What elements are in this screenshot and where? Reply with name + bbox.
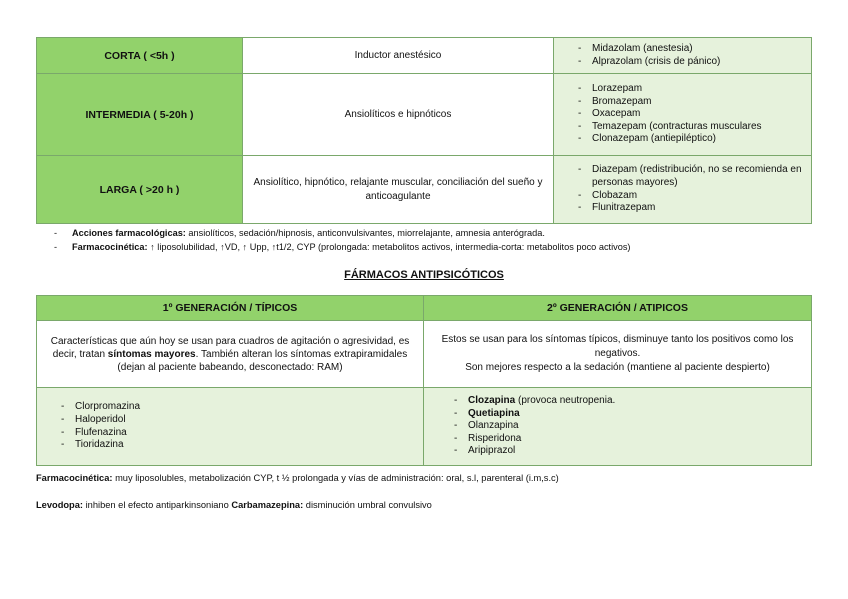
list-item: - Clobazam <box>574 190 805 203</box>
antipsychotics-table <box>36 295 812 466</box>
drug-bold: Quetiapina <box>468 407 520 419</box>
list-item: - Temazepam (contracturas musculares <box>574 121 805 134</box>
col1-description <box>37 321 424 388</box>
duration-cell: CORTA ( <5h ) <box>37 38 243 74</box>
table-row <box>37 321 812 388</box>
list-item: - Haloperidol <box>57 414 415 427</box>
drugs-cell <box>554 74 812 156</box>
pk-text: muy liposolubles, metabolización CYP, t ½ prolongada y vías de administración: oral, s.l, parenteral (i.m,s.c) <box>112 473 559 483</box>
carbamazepina-label: Carbamazepina: <box>231 500 304 510</box>
col2-header: 2º GENERACIÓN / ATIPICOS <box>424 296 812 321</box>
drugs-cell <box>554 38 812 74</box>
table-header-row <box>37 296 812 321</box>
desc-text: Características que aún hoy se usan para cuadros de agitación o agresividad, es decir, tratan <box>50 335 410 360</box>
table-row <box>37 388 812 466</box>
table-row <box>37 38 812 74</box>
list-item: - Clonazepam (antiepiléptico) <box>574 133 805 146</box>
col1-header: 1º GENERACIÓN / TÍPICOS <box>37 296 424 321</box>
list-item <box>450 395 803 408</box>
col1-drugs <box>37 388 424 466</box>
benzodiazepine-table <box>36 37 812 224</box>
levodopa-label: Levodopa: <box>36 500 84 510</box>
note-item <box>36 226 631 240</box>
list-item: - Diazepam (redistribución, no se recomienda en personas mayores) <box>574 164 805 189</box>
note-item <box>36 240 631 254</box>
list-item: - Aripiprazol <box>450 445 803 458</box>
note-text: ansiolíticos, sedación/hipnosis, anticonvulsivantes, miorrelajante, amnesia anterógrada. <box>185 228 545 238</box>
levodopa-text: inhiben el efecto antiparkinsoniano <box>83 500 232 510</box>
pharmacokinetics-line <box>36 473 559 483</box>
note-label: Farmacocinética: <box>72 242 148 252</box>
list-item: - Tioridazina <box>57 439 415 452</box>
desc-text: (dejan al paciente babeando, desconectado: RAM) <box>117 361 343 373</box>
benzo-notes <box>36 226 631 254</box>
list-item: - Midazolam (anestesia) <box>574 43 805 56</box>
table-row <box>37 156 812 224</box>
list-item: - Clorpromazina <box>57 401 415 414</box>
col2-drugs <box>424 388 812 466</box>
list-item: - Risperidona <box>450 433 803 446</box>
list-item: - Alprazolam (crisis de pánico) <box>574 56 805 69</box>
list-item: - Olanzapina <box>450 420 803 433</box>
carbamazepina-text: disminución umbral convulsivo <box>303 500 432 510</box>
list-item: - Flufenazina <box>57 427 415 440</box>
list-item <box>450 408 803 421</box>
desc-text: Son mejores respecto a la sedación (mantiene al paciente despierto) <box>465 362 770 373</box>
desc-text: Estos se usan para los síntomas típicos, disminuye tanto los positivos como los negativos. <box>441 334 794 359</box>
pk-label: Farmacocinética: <box>36 473 113 483</box>
interactions-line <box>36 500 432 510</box>
duration-cell: LARGA ( >20 h ) <box>37 156 243 224</box>
note-label: Acciones farmacológicas: <box>72 228 186 238</box>
duration-cell: INTERMEDIA ( 5-20h ) <box>37 74 243 156</box>
drug-bold: Clozapina <box>468 395 516 407</box>
section-title: FÁRMACOS ANTIPSICÓTICOS <box>344 269 504 281</box>
use-cell: Inductor anestésico <box>243 38 554 74</box>
use-cell: Ansiolíticos e hipnóticos <box>243 74 554 156</box>
col2-description <box>424 321 812 388</box>
list-item: - Flunitrazepam <box>574 202 805 215</box>
table-row <box>37 74 812 156</box>
desc-bold: síntomas mayores <box>107 348 196 360</box>
desc-text: . También alteran los síntomas extrapiramidales <box>195 348 408 360</box>
drug-note: (provoca neutropenia. <box>515 395 616 407</box>
note-text: ↑ liposolubilidad, ↑VD, ↑ Upp, ↑t1/2, CYP (prolongada: metabolitos activos, intermedia-corta: metabolitos poco activos) <box>147 242 631 252</box>
list-item: - Lorazepam <box>574 83 805 96</box>
use-cell: Ansiolítico, hipnótico, relajante muscular, conciliación del sueño y anticoagulante <box>243 156 554 224</box>
list-item: - Oxacepam <box>574 108 805 121</box>
drugs-cell <box>554 156 812 224</box>
list-item: - Bromazepam <box>574 96 805 109</box>
